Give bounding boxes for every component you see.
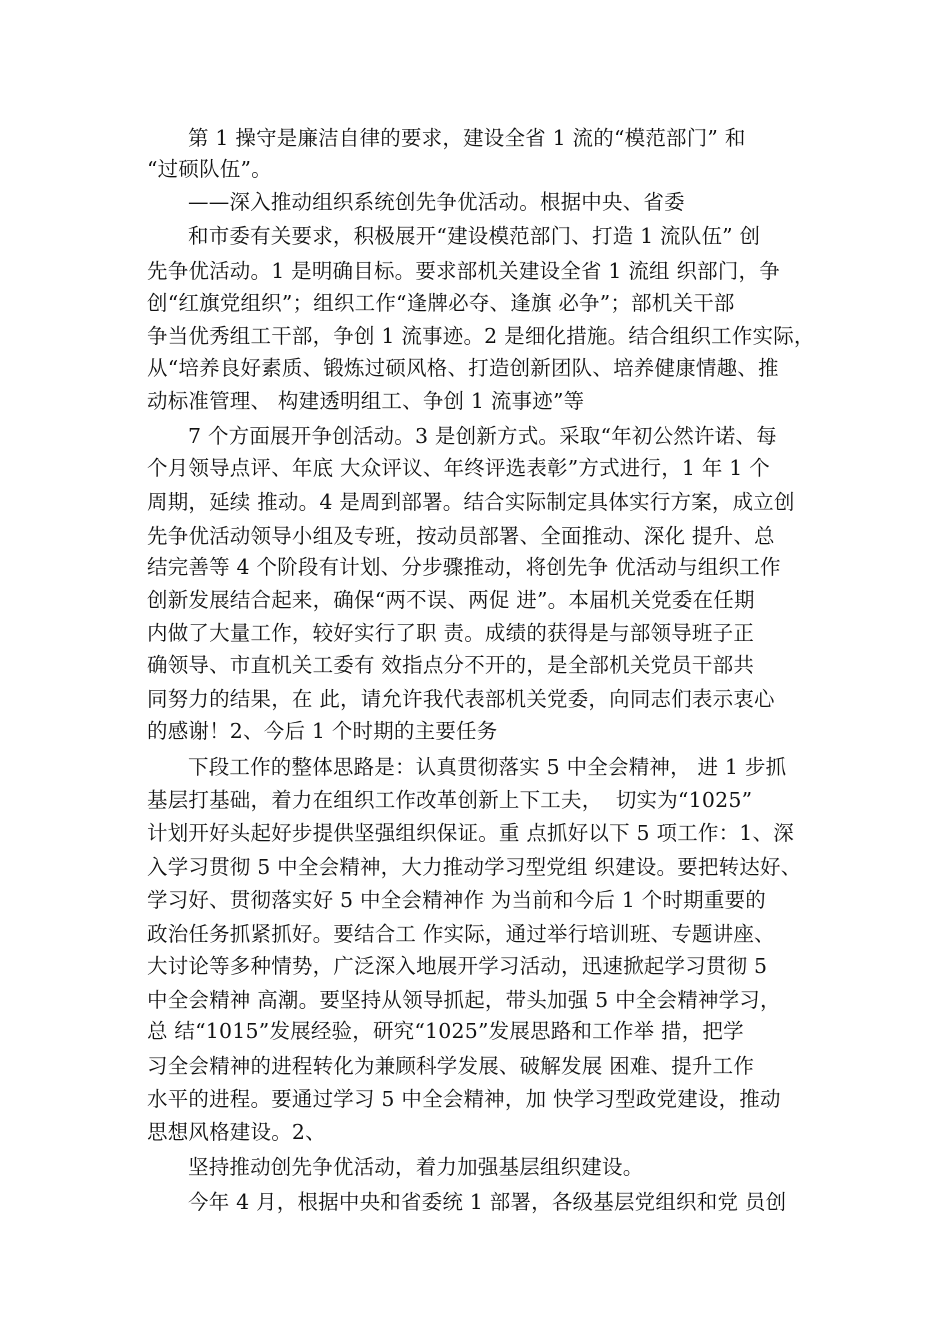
text-line: 动标准管理、 构建透明组工、争创 1 流事迹”等 [147, 389, 585, 413]
text-line: 创“红旗党组织”；组织工作“逢牌必夺、逢旗 必争”；部机关干部 [147, 291, 735, 315]
text-line: 坚持推动创先争优活动，着力加强基层组织建设。 [188, 1155, 644, 1179]
text-line: 先争优活动。1 是明确目标。要求部机关建设全省 1 流组 织部门，争 [147, 259, 780, 283]
text-line: “过硕队伍”。 [147, 157, 272, 181]
text-line: 大讨论等多种情势，广泛深入地展开学习活动，迅速掀起学习贯彻 5 [147, 954, 768, 978]
text-line: 今年 4 月，根据中央和省委统 1 部署，各级基层党组织和党 员创 [188, 1190, 787, 1214]
text-line: 政治任务抓紧抓好。要结合工 作实际，通过举行培训班、专题讲座、 [147, 922, 775, 946]
text-line: 创新发展结合起来，确保“两不误、两促 进”。本届机关党委在任期 [147, 588, 755, 612]
text-line: 水平的进程。要通过学习 5 中全会精神，加 快学习型政党建设，推动 [147, 1087, 781, 1111]
text-line: 下段工作的整体思路是：认真贯彻落实 5 中全会精神， 进 1 步抓 [188, 755, 787, 779]
text-line: 思想风格建设。2、 [147, 1120, 326, 1144]
text-line: 争当优秀组工干部，争创 1 流事迹。2 是细化措施。结合组织工作实际， [147, 324, 815, 348]
text-line: 计划开好头起好步提供坚强组织保证。重 点抓好以下 5 项工作：1、深 [147, 821, 794, 845]
text-line: 和市委有关要求，积极展开“建设模范部门、打造 1 流队伍” 创 [188, 224, 761, 248]
text-line: 的感谢！2、今后 1 个时期的主要任务 [147, 719, 498, 743]
text-line: 7 个方面展开争创活动。3 是创新方式。采取“年初公然许诺、每 [188, 424, 777, 448]
text-line: 结完善等 4 个阶段有计划、分步骤推动，将创先争 优活动与组织工作 [147, 555, 781, 579]
text-line: 个月领导点评、年底 大众评议、年终评选表彰”方式进行，1 年 1 个 [147, 456, 770, 480]
text-line: 学习好、贯彻落实好 5 中全会精神作 为当前和今后 1 个时期重要的 [147, 888, 766, 912]
text-line: 中全会精神 高潮。要坚持从领导抓起，带头加强 5 中全会精神学习， [147, 988, 781, 1012]
text-line: 第 1 操守是廉洁自律的要求，建设全省 1 流的“模范部门” 和 [188, 126, 746, 150]
text-line: 同努力的结果，在 此，请允许我代表部机关党委，向同志们表示衷心 [147, 687, 775, 711]
text-line: ——深入推动组织系统创先争优活动。根据中央、省委 [188, 190, 685, 214]
text-line: 确领导、市直机关工委有 效指点分不开的，是全部机关党员干部共 [147, 653, 755, 677]
text-line: 总 结“1015”发展经验，研究“1025”发展思路和工作举 措，把学 [147, 1019, 744, 1043]
text-line: 习全会精神的进程转化为兼顾科学发展、破解发展 困难、提升工作 [147, 1054, 755, 1078]
text-line: 先争优活动领导小组及专班，按动员部署、全面推动、深化 提升、总 [147, 524, 775, 548]
text-line: 从“培养良好素质、锻炼过硕风格、打造创新团队、培养健康情趣、推 [147, 356, 779, 380]
text-line: 内做了大量工作，较好实行了职 责。成绩的获得是与部领导班子正 [147, 621, 755, 645]
text-line: 周期，延续 推动。4 是周到部署。结合实际制定具体实行方案，成立创 [147, 490, 795, 514]
text-line: 基层打基础，着力在组织工作改革创新上下工夫， 切实为“1025” [147, 788, 753, 812]
text-line: 入学习贯彻 5 中全会精神，大力推动学习型党组 织建设。要把转达好、 [147, 855, 802, 879]
